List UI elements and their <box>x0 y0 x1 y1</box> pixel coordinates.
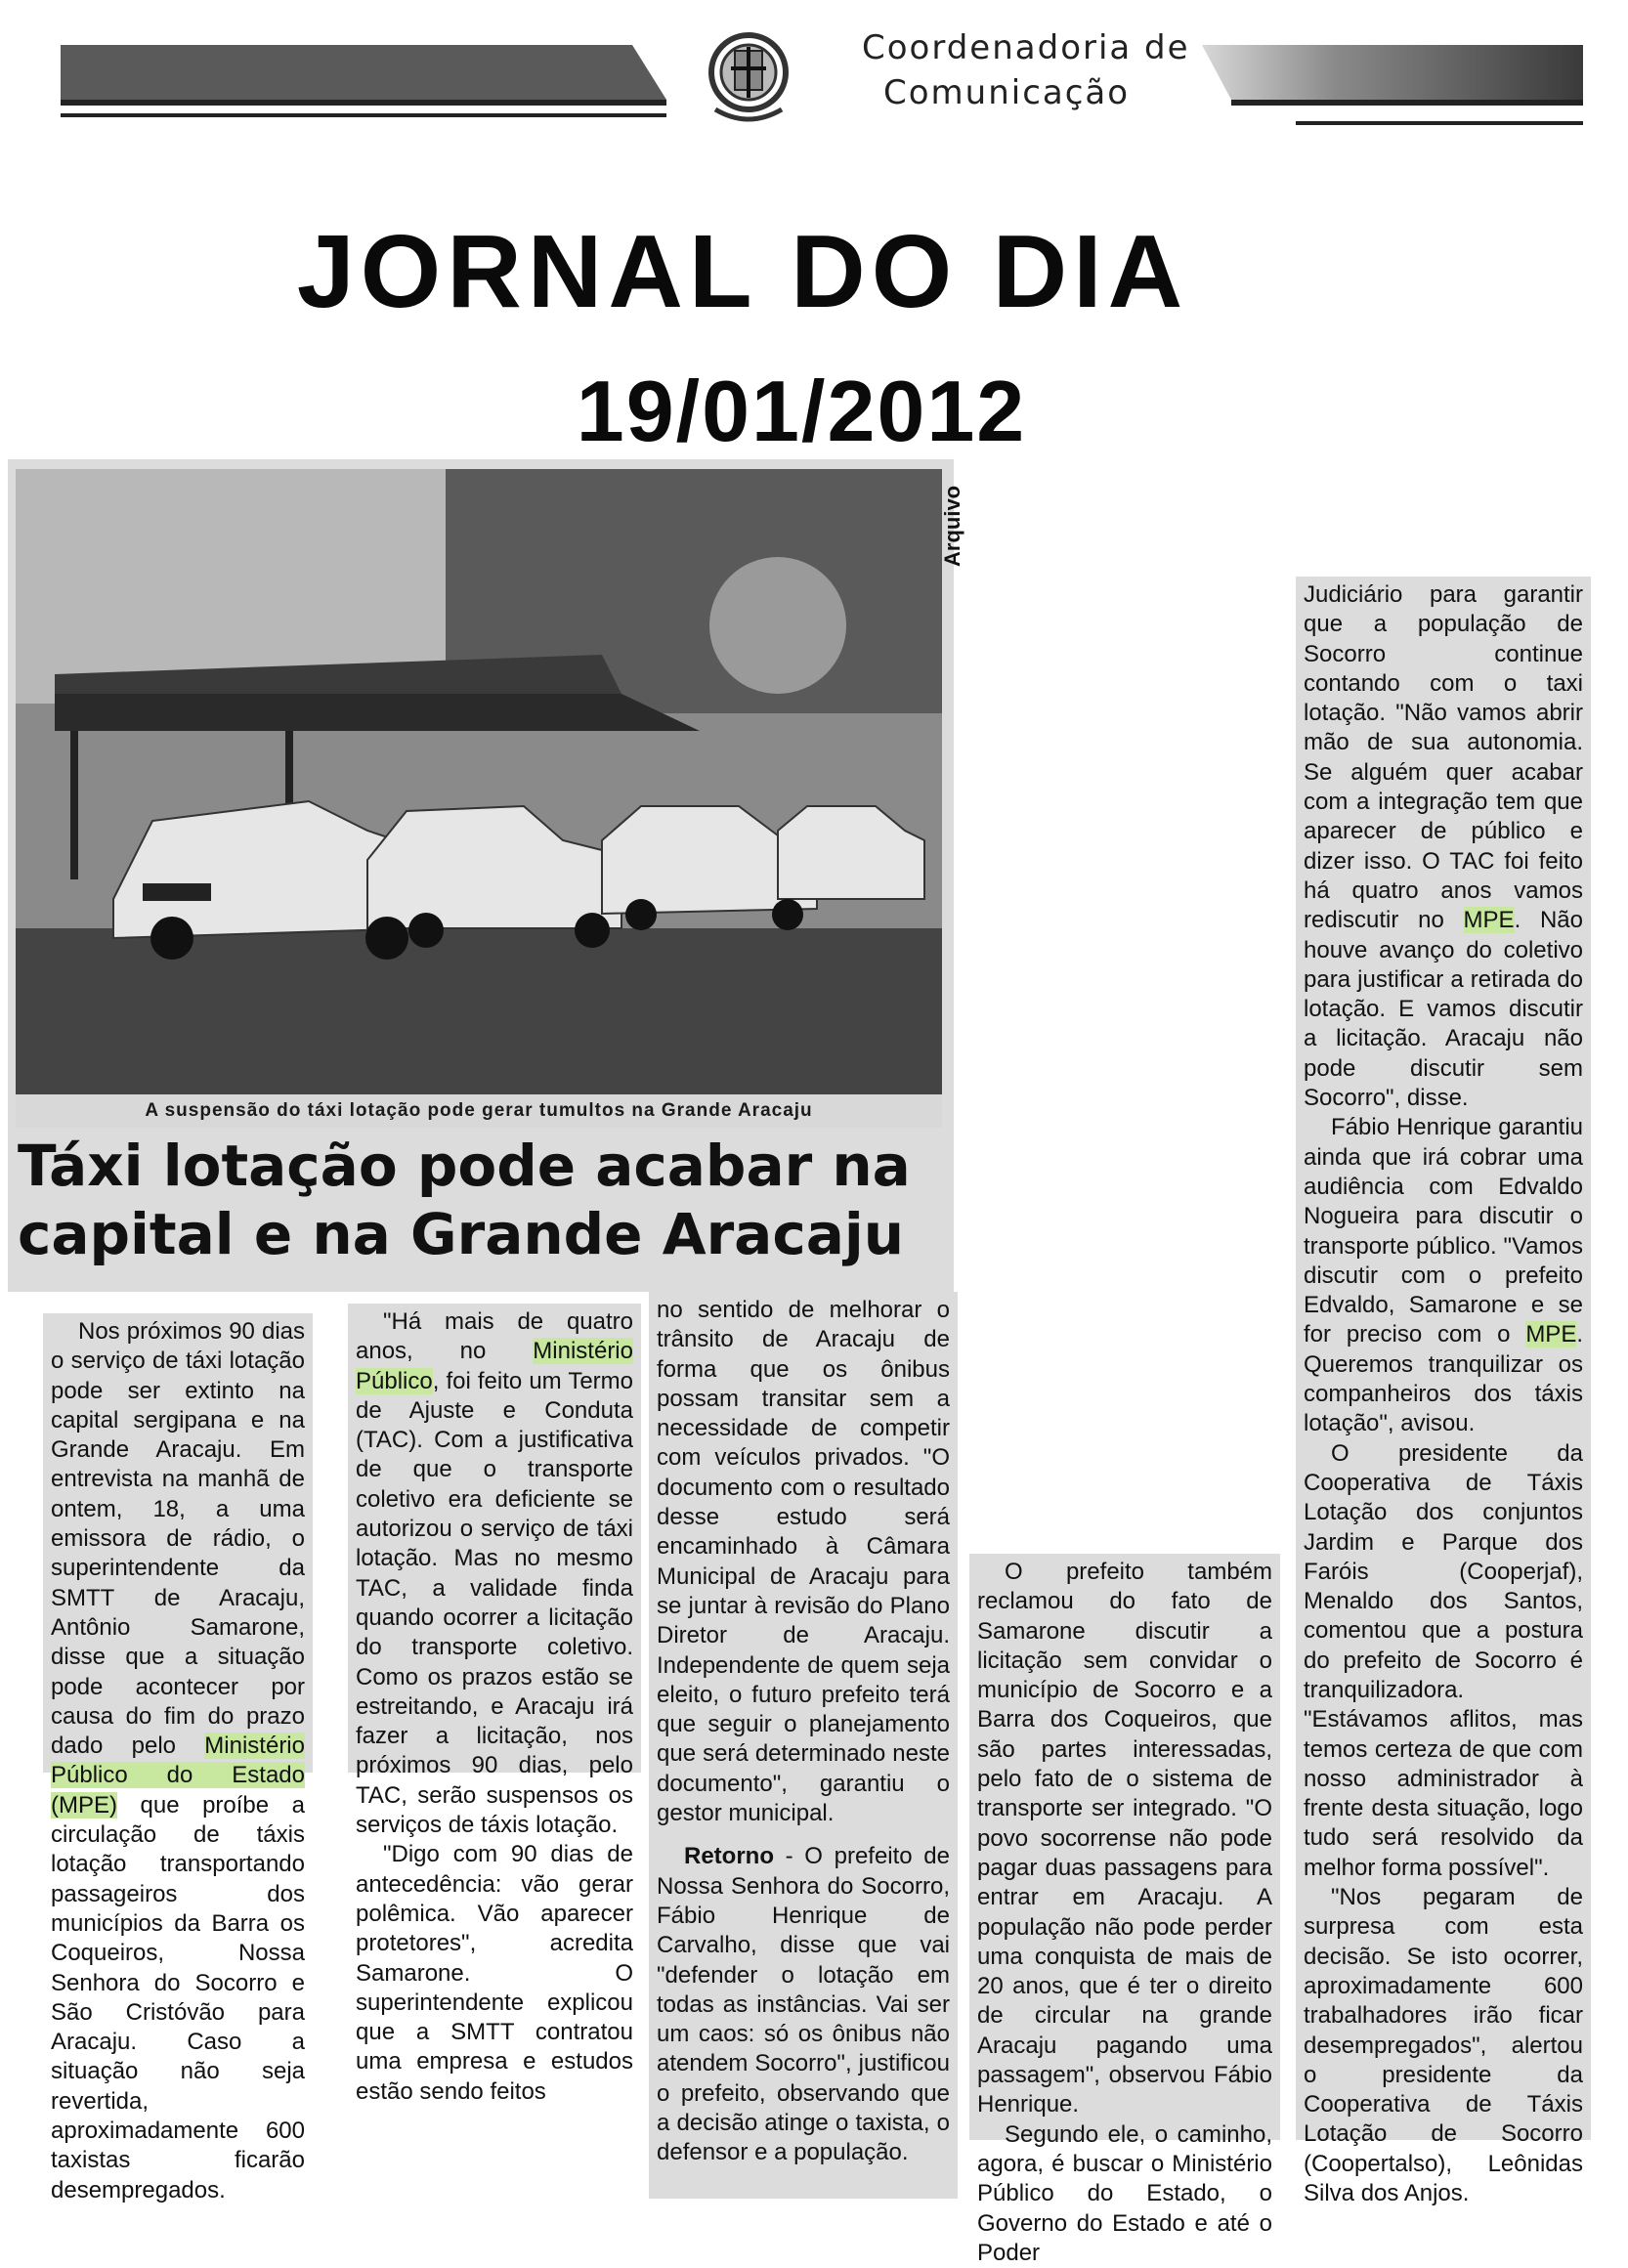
col3-paragraph-1: no sentido de melhorar o trânsito de Aracaju de forma que os ônibus possam transitar sem a necessidade de competir com veículos privados. "O documento com o resultado desse estudo será encaminhado à Câmara Municipal de Aracaju para se juntar à revisão do Plano Diretor de Aracaju. Independente de quem seja eleito, o futuro prefeito terá que seguir o planejamento que será determinado neste documento", garantiu o gestor municipal. <box>657 1297 950 1827</box>
publication-date: 19/01/2012 <box>576 363 1027 459</box>
taxi-stand-photo <box>16 469 942 1096</box>
ministerio-publico-highlight: Ministério Público <box>356 1338 633 1394</box>
header-left-bar <box>61 41 666 125</box>
coordenadoria-label <box>862 25 1190 115</box>
photo-credit: Arquivo <box>940 485 964 567</box>
article-column-1 <box>43 1313 313 2204</box>
newspaper-name: JORNAL DO DIA <box>296 214 1189 329</box>
col5-paragraph-4: "Nos pegaram de surpresa com esta decisão. Se isto ocorrer, aproximadamente 600 trabalhadores irão ficar desempregados", alertou o presidente da Cooperativa de Táxis Lotação de Socorro (Coopertalso), Leônidas Silva dos Anjos. <box>1304 1884 1583 2207</box>
col5-paragraph-3: O presidente da Cooperativa de Táxis Lotação dos conjuntos Jardim e Parque dos Faróis (Cooperjaf), Menaldo dos Santos, comentou que a postura do prefeito de Socorro é tranquilizadora. "Estávamos aflitos, mas temos certeza de que com nosso administrador à frente desta situação, logo tudo será resolvido da melhor forma possível". <box>1304 1439 1583 1881</box>
col1-text-a: Nos próximos 90 dias o serviço de táxi lotação pode ser extinto na capital sergipana e na Grande Aracaju. Em entrevista na manhã de ontem, 18, a uma emissora de rádio, o superintendente da SMTT de Aracaju, Antônio Samarone, disse que a situação pode acontecer por causa do fim do prazo dado pelo <box>51 1318 305 1760</box>
coord-line-1: Coordenadoria de <box>862 28 1190 67</box>
coord-line-2: Comunicação <box>883 73 1131 112</box>
article-column-3 <box>649 1292 958 2199</box>
photo-caption: A suspensão do táxi lotação pode gerar tumultos na Grande Aracaju <box>16 1094 942 1128</box>
col5-text-b: . Não houve avanço do coletivo para justificar a retirada do lotação. E vamos discutir a licitação. Aracaju não pode discutir sem Socorro", disse. <box>1304 907 1583 1112</box>
col2-paragraph-2: "Digo com 90 dias de antecedência: vão gerar polêmica. Vão aparecer protetores", acredita Samarone. O superintendente explicou que a SMTT contratou uma empresa e estudos estão sendo feitos <box>356 1841 633 2105</box>
article-headline: Táxi lotação pode acabar na capital e na Grande Aracaju <box>18 1133 911 1267</box>
retorno-subhead: Retorno <box>684 1843 774 1870</box>
col4-paragraph-2: Segundo ele, o caminho, agora, é buscar o Ministério Público do Estado, o Governo do Estado e até o Poder <box>977 2120 1272 2266</box>
col2-text-b: , foi feito um Termo de Ajuste e Conduta (TAC). Com a justificativa de que o transporte coletivo era deficiente se autorizou o serviço de táxi lotação. Mas no mesmo TAC, a validade finda quando ocorrer a licitação do transporte coletivo. Como os prazos estão se estreitando, e Aracaju irá fazer a licitação, nos próximos 90 dias, pelo TAC, serão suspensos os serviços de táxis lotação. <box>356 1367 633 1839</box>
col5-text-c: Fábio Henrique garantiu ainda que irá cobrar uma audiência com Edvaldo Nogueira para discutir o transporte público. "Vamos discutir com o prefeito Edvaldo, Samarone e se for preciso com o <box>1304 1114 1583 1348</box>
col5-text-d: . Queremos tranquilizar os companheiros dos táxis lotação", avisou. <box>1304 1321 1583 1437</box>
col4-paragraph-1: O prefeito também reclamou do fato de Samarone discutir a licitação sem convidar o município de Socorro e a Barra dos Coqueiros, que são partes interessadas, pelo fato de o sistema de transporte ser integrado. "O povo socorrense não pode pagar duas passagens para entrar em Aracaju. A população não pode perder uma conquista de mais de 20 anos, que é ter o direito de circular na grande Aracaju pagando uma passagem", observou Fábio Henrique. <box>977 1559 1272 2118</box>
col2-text-a: "Há mais de quatro anos, no <box>356 1308 633 1365</box>
mpe-highlight-2: MPE <box>1525 1321 1577 1348</box>
mpe-highlight-1: MPE <box>1463 907 1515 934</box>
mpe-highlight: Ministério Público do Estado (MPE) <box>51 1733 305 1819</box>
col3-paragraph-2: - O prefeito de Nossa Senhora do Socorro, Fábio Henrique de Carvalho, disse que vai "defender o lotação em todas as instâncias. Vai ser um caos: só os ônibus não atendem Socorro", justificou o prefeito, observando que a decisão atinge o taxista, o defensor e a população. <box>657 1843 950 2166</box>
header-right-bar <box>1202 43 1583 127</box>
article-column-5 <box>1296 577 1591 2207</box>
institution-seal-logo <box>702 27 795 129</box>
col1-text-b: que proíbe a circulação de táxis lotação transportando passageiros dos municípios da Barra os Coqueiros, Nossa Senhora do Socorro e São Cristóvão para Aracaju. Caso a situação não seja revertida, aproximadamente 600 taxistas ficarão desempregados. <box>51 1791 305 2204</box>
article-column-2 <box>348 1304 641 2105</box>
col5-text-a: Judiciário para garantir que a população de Socorro continue contando com o taxi lotação. "Não vamos abrir mão de sua autonomia. Se alguém quer acabar com a integração tem que aparecer de público e dizer isso. O TAC foi feito há quatro anos vamos rediscutir no <box>1304 581 1583 934</box>
article-column-4 <box>969 1554 1280 2266</box>
